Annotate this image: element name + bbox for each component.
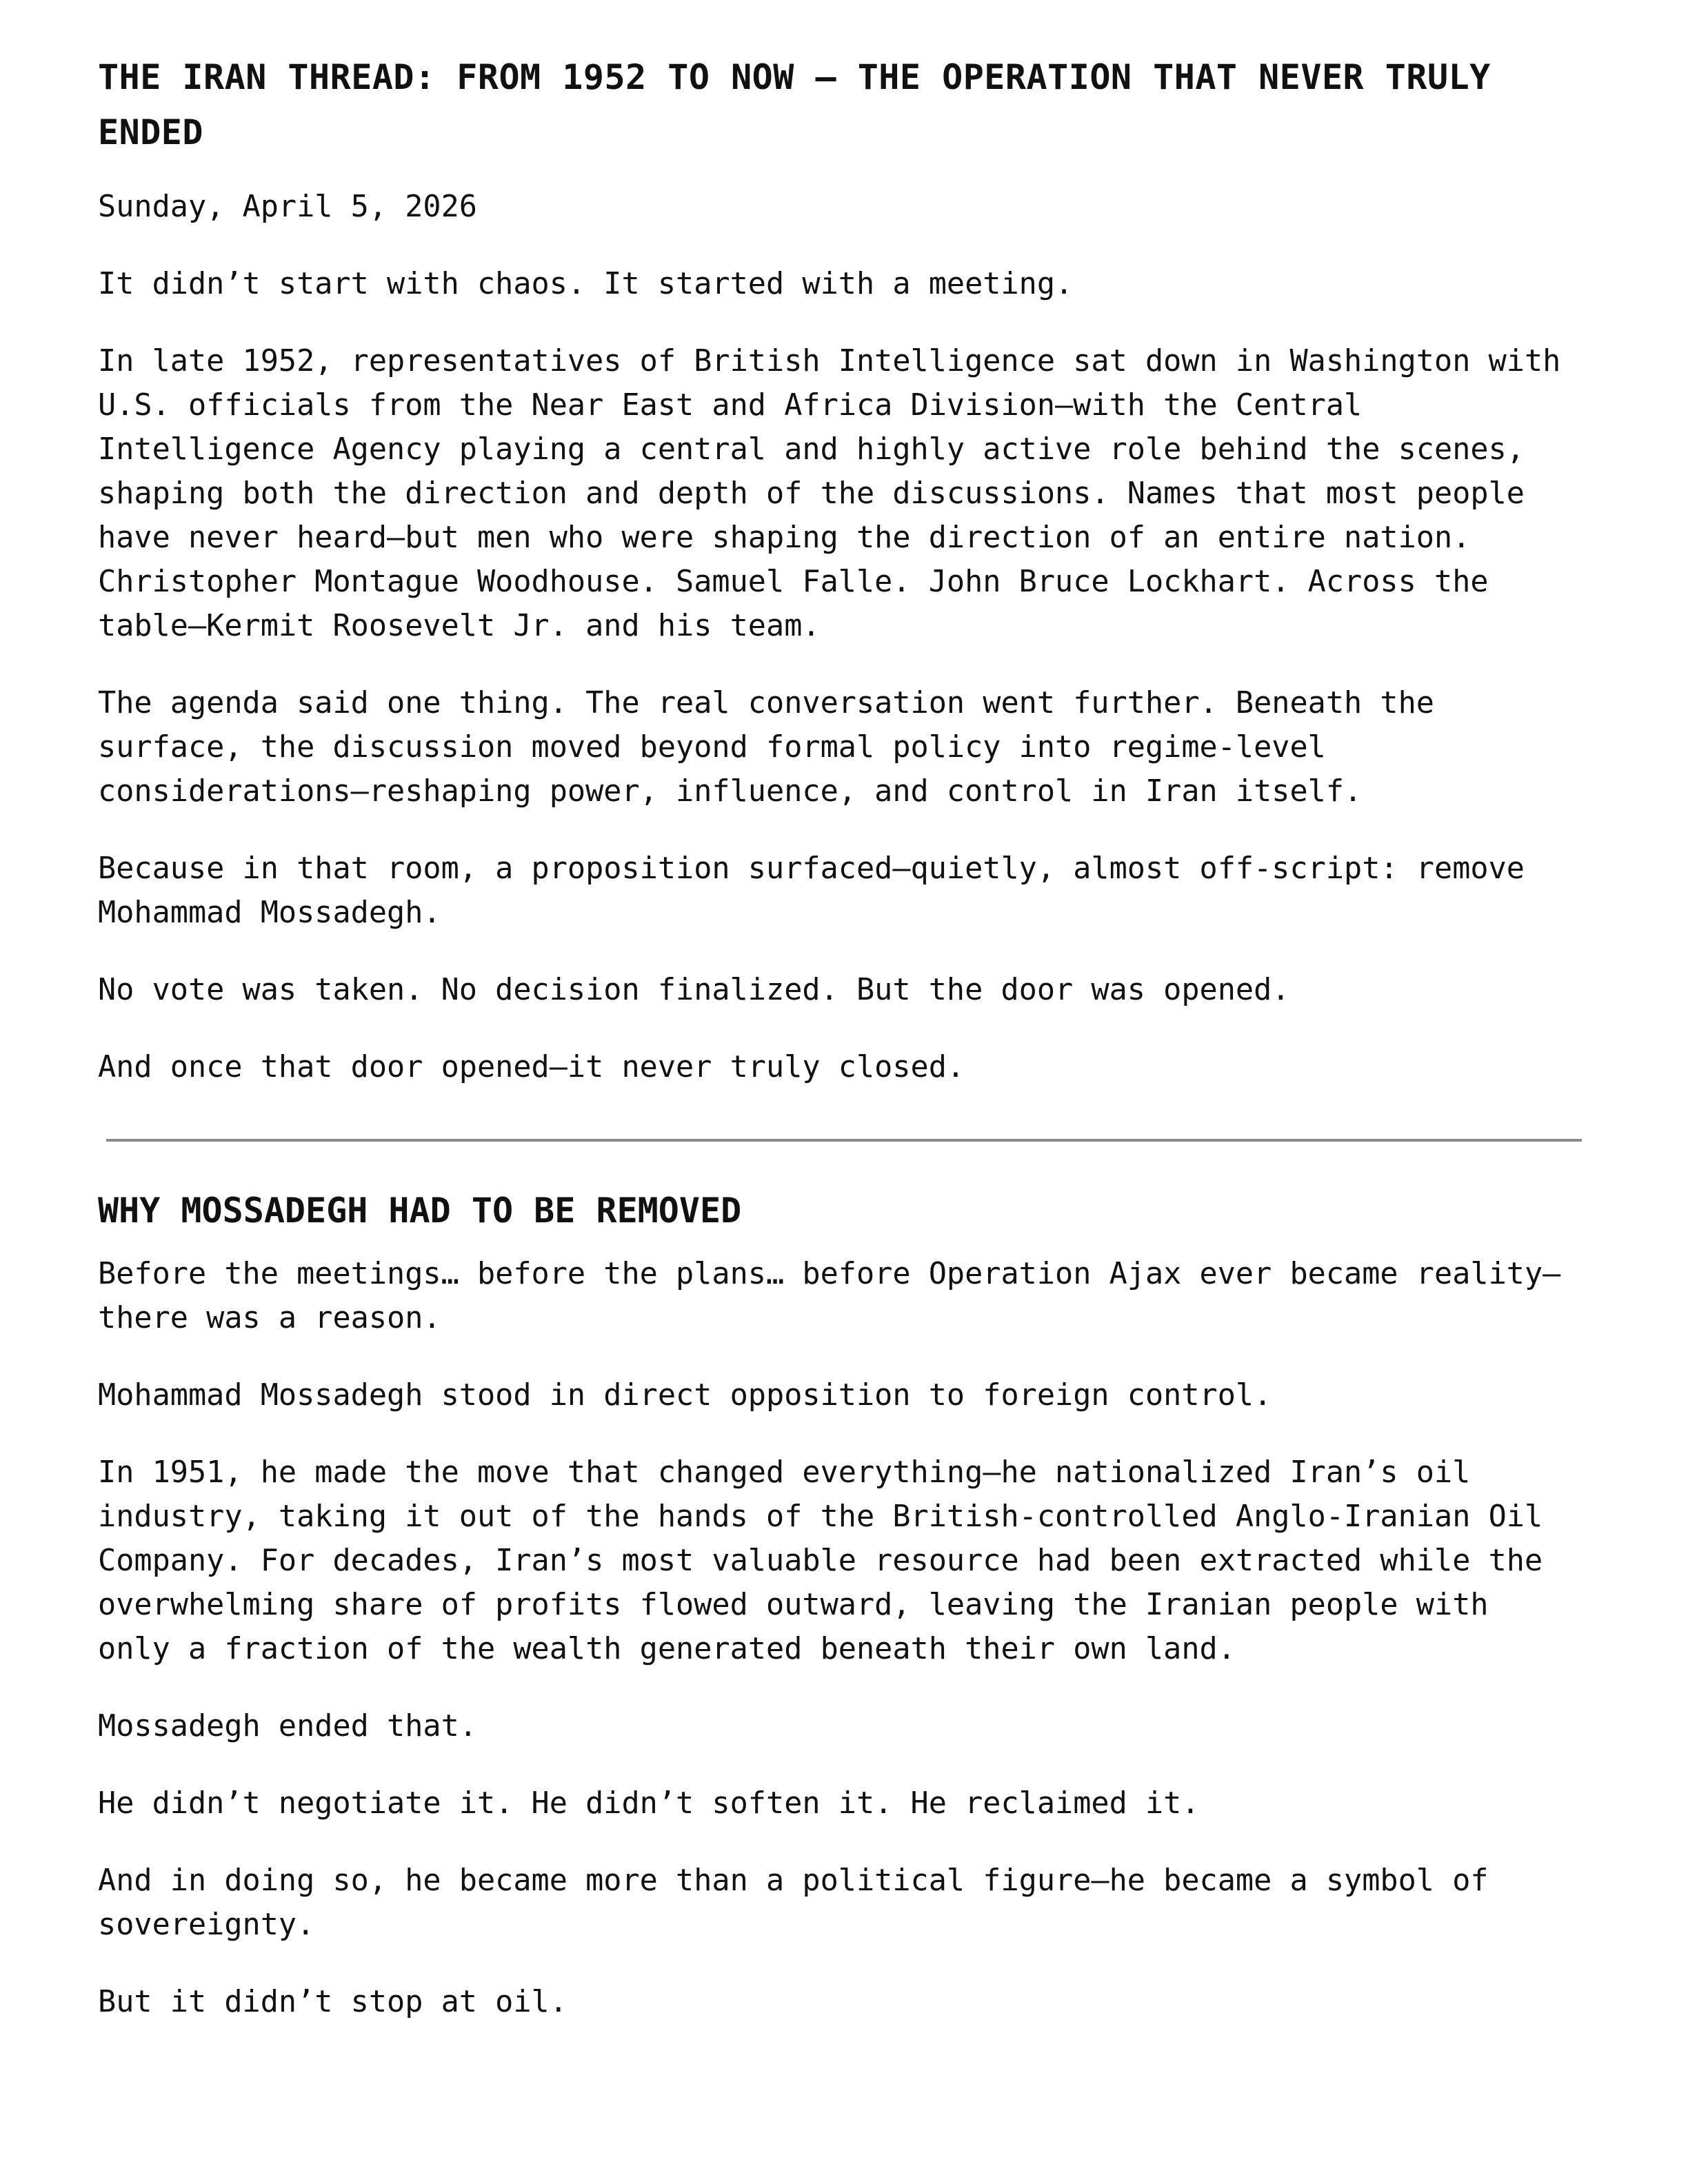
paragraph: In 1951, he made the move that changed everything—he nationalized Iran’s oil industry, taking it out of the hands of the British-controlled Anglo-Iranian Oil Company. For decades, Iran’s most valuable resource had been extracted while the overwhelming share of profits flowed outward, leaving the Iranian people with only a fraction of the wealth generated beneath their own land.	[98, 1455, 1543, 1666]
document-page	[98, 50, 1574, 2057]
paragraph: The agenda said one thing. The real conversation went further. Beneath the surface, the discussion moved beyond formal policy into regime-level considerations—reshaping power, influence, and control in Iran itself.	[98, 686, 1435, 809]
paragraph: It didn’t start with chaos. It started with a meeting.	[98, 267, 1074, 301]
paragraph: But it didn’t stop at oil.	[98, 1985, 567, 2019]
paragraph: Before the meetings… before the plans… before Operation Ajax ever became reality—there was a reason.	[98, 1257, 1561, 1335]
paragraph: In late 1952, representatives of British Intelligence sat down in Washington with U.S. officials from the Near East and Africa Division—with the Central Intelligence Agency playing a central and highly active role behind the scenes, shaping both the direction and depth of the discussions. Names that most people have never heard—but men who were shaping the direction of an entire nation. Christopher Montague Woodhouse. Samuel Falle. John Bruce Lockhart. Across the table—Kermit Roosevelt Jr. and his team.	[98, 344, 1561, 643]
paragraph: Mohammad Mossadegh stood in direct opposition to foreign control.	[98, 1378, 1272, 1413]
paragraph: He didn’t negotiate it. He didn’t soften it. He reclaimed it.	[98, 1786, 1200, 1821]
section-divider	[106, 1139, 1582, 1142]
paragraph: Mossadegh ended that.	[98, 1709, 477, 1743]
paragraph: Because in that room, a proposition surfaced—quietly, almost off-script: remove Mohammad Mossadegh.	[98, 851, 1525, 930]
paragraph: No vote was taken. No decision finalized. But the door was opened.	[98, 973, 1290, 1007]
paragraph: And once that door opened—it never truly closed.	[98, 1050, 965, 1084]
article-date: Sunday, April 5, 2026	[98, 190, 477, 224]
section-heading: WHY MOSSADEGH HAD TO BE REMOVED	[98, 1191, 742, 1231]
paragraph: And in doing so, he became more than a political figure—he became a symbol of sovereignty.	[98, 1863, 1489, 1942]
article-title: THE IRAN THREAD: FROM 1952 TO NOW — THE OPERATION THAT NEVER TRULY ENDED	[98, 57, 1491, 152]
